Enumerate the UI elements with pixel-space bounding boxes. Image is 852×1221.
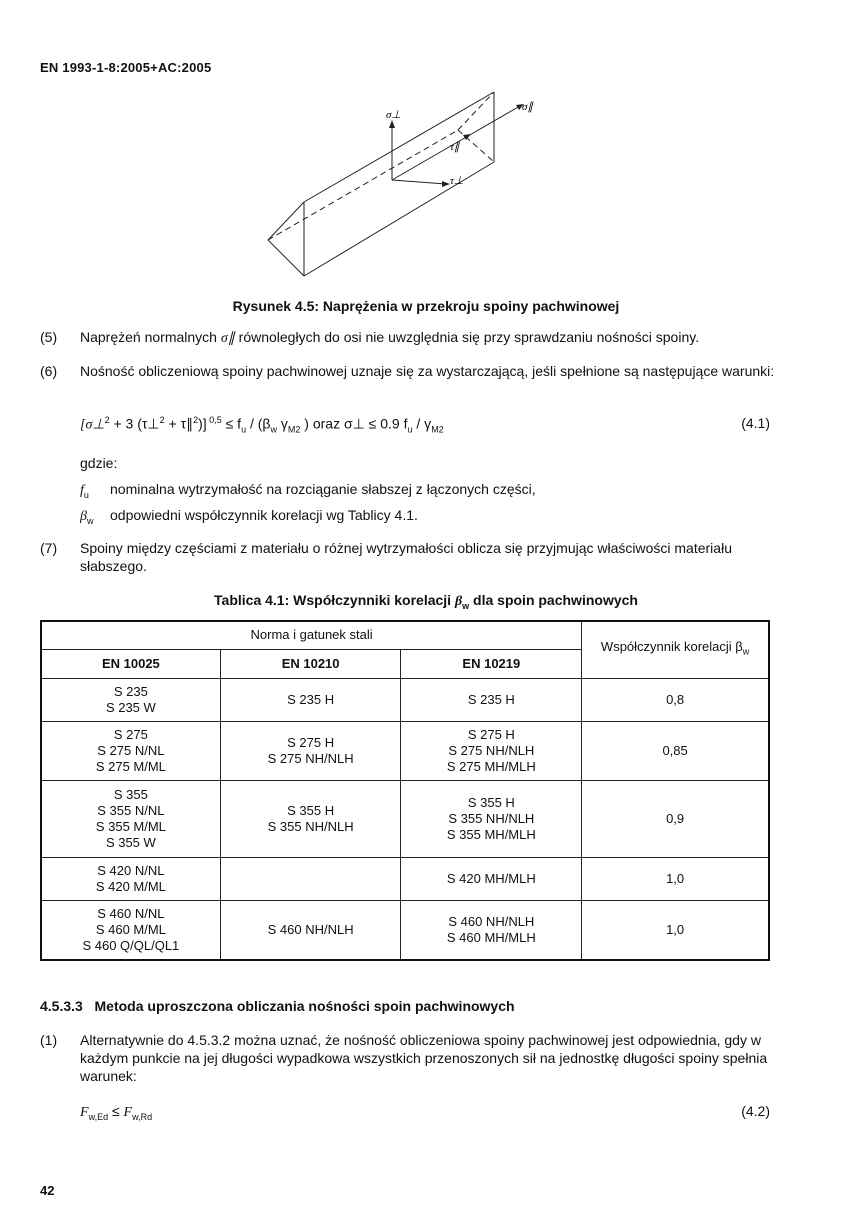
- tau-perp-arrow: [392, 180, 446, 184]
- prism-edge: [304, 162, 494, 276]
- group-header: Norma i gatunek stali: [41, 621, 582, 649]
- para-number: (7): [40, 540, 58, 556]
- table-row: S 235 S 235 W S 235 H S 235 H 0,8: [41, 678, 769, 721]
- coef-header: Współczynnik korelacji $\beta_w$: [582, 621, 769, 678]
- paragraph-6: Nośność obliczeniową spoiny pachwinowej uznaje się za wystarczającą, jeśli spełnione są następujące warunki:: [80, 363, 775, 379]
- hidden-edge: [268, 130, 458, 240]
- def-text-betaw: odpowiedni współczynnik korelacji wg Tablicy 4.1.: [110, 507, 418, 523]
- para-number: (5): [40, 329, 58, 345]
- formula-4-1: [σ⊥$^2$ + 3 (τ⊥$^2$ + τ∥$^2$)] $^{0,5} \le f_u / (\beta_w$ $\gamma_{M2}$ ) oraz σ⊥ ≤ 0.9 $f_u / \gamma_{M2}$: [80, 415, 444, 435]
- table-row: S 420 N/NL S 420 M/ML S 420 MH/MLH 1,0: [41, 857, 769, 900]
- page-number: 42: [40, 1183, 55, 1198]
- where-label: gdzie:: [80, 455, 118, 471]
- def-text-fu: nominalna wytrzymałość na rozciąganie słabszej z łączonych części,: [110, 481, 536, 497]
- prism-edge: [268, 202, 304, 240]
- prism-edge: [268, 240, 304, 276]
- paragraph-5: Naprężeń normalnych σ∥ równoległych do osi nie uwzględnia się przy sprawdzaniu nośności spoiny.: [80, 329, 700, 346]
- equation-number: (4.2): [741, 1103, 770, 1119]
- col-header-en10210: EN 10210: [220, 649, 401, 678]
- paragraph-7: Spoiny między częściami z materiału o różnej wytrzymałości oblicza się przyjmując właściwości materiału słabszego.: [80, 540, 732, 574]
- table-caption: Tablica 4.1: Współczynniki korelacji $\beta_w$ dla spoin pachwinowych: [214, 592, 638, 611]
- col-header-en10025: EN 10025: [41, 649, 220, 678]
- table-row: S 460 N/NL S 460 M/ML S 460 Q/QL/QL1 S 460 NH/NLH S 460 NH/NLH S 460 MH/MLH 1,0: [41, 900, 769, 960]
- section-paragraph-1: Alternatywnie do 4.5.3.2 można uznać, że nośność obliczeniowa spoiny pachwinowej jest odpowiednia, gdy w każdym punkcie na jej długości wypadkowa wszystkich przenoszonych sił na jednostkę długości spoiny spełnia warunek:: [80, 1032, 768, 1084]
- table-row: S 355 S 355 N/NL S 355 M/ML S 355 W S 355 H S 355 NH/NLH S 355 H S 355 NH/NLH S 355 MH/MLH 0,9: [41, 780, 769, 857]
- para-number: (1): [40, 1032, 58, 1048]
- figure-caption: Rysunek 4.5: Naprężenia w przekroju spoiny pachwinowej: [232, 298, 620, 314]
- correlation-table: [40, 620, 770, 961]
- def-symbol-betaw: $\beta_w$: [80, 509, 94, 526]
- formula-4-2: $F_{w,Ed} \le F_{w,Rd}$: [80, 1103, 153, 1122]
- tau-perp-label: τ⊥: [450, 175, 464, 187]
- equation-number: (4.1): [741, 415, 770, 431]
- hidden-edge: [458, 130, 494, 162]
- document-header: EN 1993-1-8:2005+AC:2005: [40, 60, 212, 75]
- section-heading: 4.5.3.3 Metoda uproszczona obliczania nośności spoin pachwinowych: [40, 998, 515, 1014]
- weld-stress-figure: [258, 92, 538, 282]
- tau-par-label: τ∥: [450, 141, 460, 153]
- sigma-par-label: σ∥: [522, 101, 533, 113]
- para-number: (6): [40, 363, 58, 379]
- sigma-perp-label: σ⊥: [386, 109, 402, 121]
- col-header-en10219: EN 10219: [401, 649, 582, 678]
- table-row: S 275 S 275 N/NL S 275 M/ML S 275 H S 275 NH/NLH S 275 H S 275 NH/NLH S 275 MH/MLH 0,85: [41, 721, 769, 780]
- def-symbol-fu: $f_u$: [80, 483, 89, 500]
